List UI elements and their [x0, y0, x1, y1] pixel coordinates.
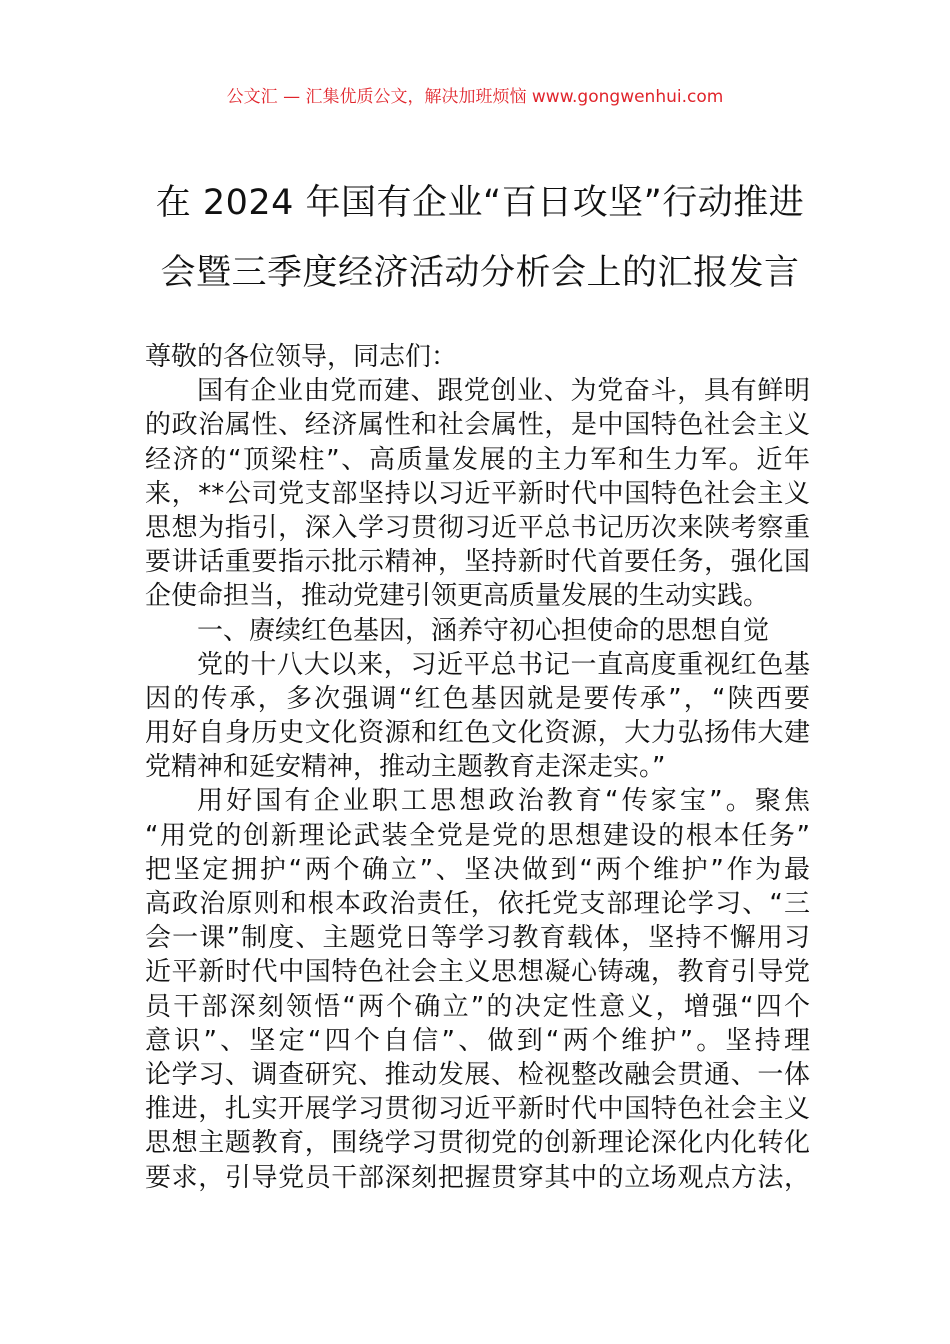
paragraph-line: 要求，引导党员干部深刻把握贯穿其中的立场观点方法， — [145, 1162, 810, 1193]
paragraph-line: 意识”、坚定“四个自信”、做到“两个维护”。坚持理 — [145, 1025, 810, 1056]
paragraph-line: 来，**公司党支部坚持以习近平新时代中国特色社会主义 — [145, 478, 810, 509]
paragraph-line: 思想为指引，深入学习贯彻习近平总书记历次来陕考察重 — [145, 512, 810, 543]
paragraph-line: 的政治属性、经济属性和社会属性，是中国特色社会主义 — [145, 410, 810, 441]
paragraph-line: 国有企业由党而建、跟党创业、为党奋斗，具有鲜明 — [197, 376, 810, 407]
paragraph-line: 会一课”制度、主题党日等学习教育载体，坚持不懈用习 — [145, 923, 810, 954]
paragraph-line: 要讲话重要指示批示精神，坚持新时代首要任务，强化国 — [145, 547, 810, 578]
title-line: 在 2024 年国有企业“百日攻坚”行动推进 — [155, 183, 805, 223]
paragraph-line: 用好自身历史文化资源和红色文化资源，大力弘扬伟大建 — [145, 718, 810, 749]
paragraph-line: 推进，扎实开展学习贯彻习近平新时代中国特色社会主义 — [145, 1094, 810, 1125]
salutation: 尊敬的各位领导，同志们： — [145, 342, 458, 372]
section-heading: 一、赓续红色基因，涵养守初心担使命的思想自觉 — [197, 615, 770, 646]
paragraph-line: “用党的创新理论武装全党是党的思想建设的根本任务” — [145, 820, 810, 851]
paragraph-line: 因的传承，多次强调“红色基因就是要传承”，“陕西要 — [145, 683, 810, 714]
paragraph-line: 企使命担当，推动党建引领更高质量发展的生动实践。 — [145, 581, 770, 612]
document-body — [145, 340, 810, 1195]
document-title — [140, 168, 820, 308]
paragraph-line: 用好国有企业职工思想政治教育“传家宝”。聚焦 — [197, 786, 810, 817]
paragraph-line: 员干部深刻领悟“两个确立”的决定性意义，增强“四个 — [145, 991, 810, 1022]
paragraph-line: 党的十八大以来，习近平总书记一直高度重视红色基 — [197, 649, 810, 680]
paragraph-line: 把坚定拥护“两个确立”、坚决做到“两个维护”作为最 — [145, 854, 810, 885]
paragraph-line: 思想主题教育，围绕学习贯彻党的创新理论深化内化转化 — [145, 1128, 810, 1159]
paragraph-line: 近平新时代中国特色社会主义思想凝心铸魂，教育引导党 — [145, 957, 810, 988]
paragraph-line: 党精神和延安精神，推动主题教育走深走实。” — [145, 752, 666, 783]
title-line: 会暨三季度经济活动分析会上的汇报发言 — [160, 253, 800, 293]
paragraph-line: 论学习、调查研究、推动发展、检视整改融会贯通、一体 — [145, 1059, 810, 1090]
paragraph-line: 高政治原则和根本政治责任，依托党支部理论学习、“三 — [145, 889, 810, 919]
watermark-header: 公文汇 — 汇集优质公文，解决加班烦恼 www.gongwenhui.com — [226, 87, 724, 107]
paragraph-line: 经济的“顶梁柱”、高质量发展的主力军和生力军。近年 — [145, 444, 810, 475]
